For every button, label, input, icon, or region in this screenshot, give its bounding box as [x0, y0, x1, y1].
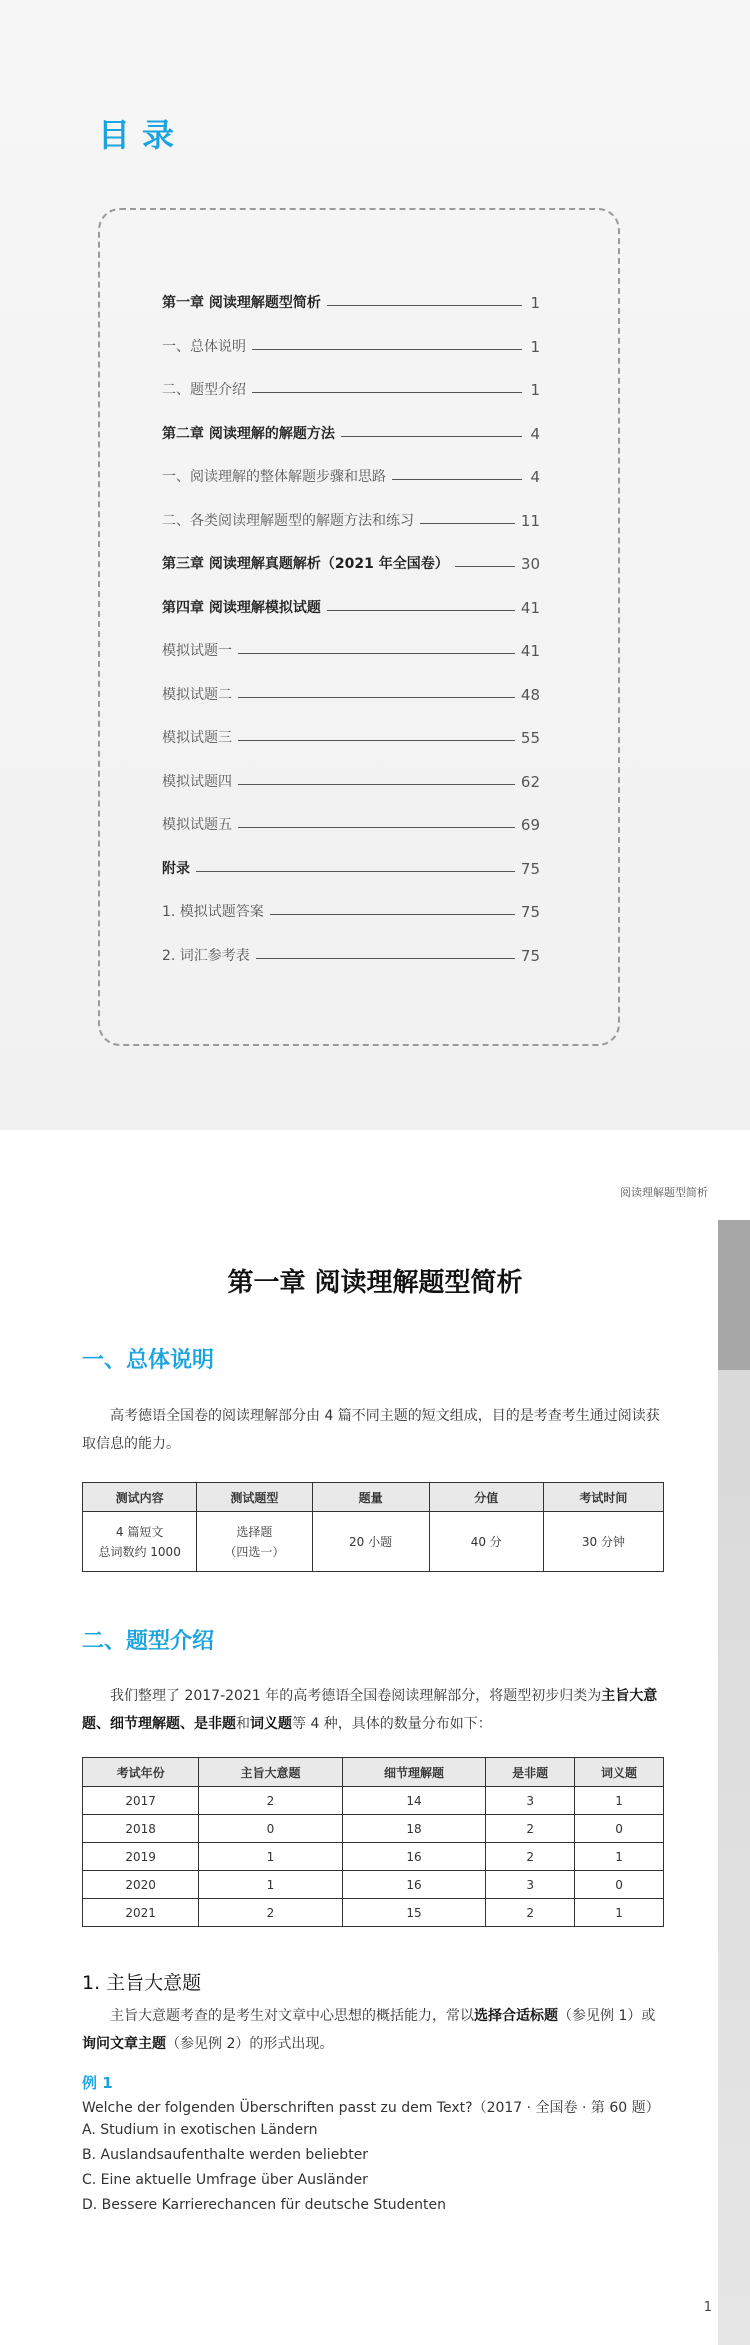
- table-cell: 1: [575, 1899, 664, 1927]
- toc-entry: [162, 636, 540, 660]
- toc-entry-label: 附录: [162, 860, 190, 877]
- main-idea-paragraph: 主旨大意题考查的是考生对文章中心思想的概括能力，常以选择合适标题（参见例 1）或询问文章主题（参见例 2）的形式出现。: [82, 2008, 656, 2052]
- toc-entry-page: 30: [520, 555, 540, 573]
- running-head: 阅读理解题型简析: [620, 1186, 708, 1199]
- table-cell: 3: [486, 1787, 575, 1815]
- toc-leader-line: [252, 349, 522, 350]
- toc-entry-page: 1: [530, 381, 540, 399]
- section-heading-types: 二、题型介绍: [82, 1629, 215, 1654]
- example-question: Welche der folgenden Überschriften passt zu dem Text?（2017 · 全国卷 · 第 60 题）: [82, 2100, 660, 2116]
- toc-entry-label: 二、题型介绍: [162, 382, 246, 398]
- example-option: B. Auslandsaufenthalte werden beliebter: [82, 2147, 369, 2163]
- table-cell: 1: [199, 1843, 343, 1871]
- toc-entry-label: 第二章 阅读理解的解题方法: [162, 425, 335, 442]
- toc-leader-line: [327, 305, 522, 306]
- table-cell: 16: [342, 1843, 486, 1871]
- table-row: [83, 1843, 664, 1871]
- toc-entry-page: 75: [520, 859, 540, 878]
- table-cell: 1: [199, 1871, 343, 1899]
- toc-entry: [162, 897, 540, 921]
- table-cell: 2017: [83, 1787, 199, 1815]
- table-cell: 2021: [83, 1899, 199, 1927]
- example-option: C. Eine aktuelle Umfrage über Ausländer: [82, 2172, 368, 2188]
- table-header: 是非题: [486, 1758, 575, 1787]
- table-cell: 4 篇短文 总词数约 1000: [83, 1512, 197, 1572]
- overview-table: [82, 1482, 664, 1572]
- toc-leader-line: [238, 827, 515, 828]
- toc-entry-page: 1: [530, 337, 540, 356]
- toc-leader-line: [341, 436, 522, 437]
- toc-leader-line: [252, 392, 522, 393]
- types-table: [82, 1757, 664, 1927]
- toc-leader-line: [455, 566, 515, 567]
- example-label: 例 1: [82, 2074, 113, 2092]
- table-cell: 2: [199, 1787, 343, 1815]
- table-header: 考试年份: [83, 1758, 199, 1787]
- toc-leader-line: [238, 784, 515, 785]
- table-row: [83, 1871, 664, 1899]
- table-cell: 选择题 （四选一）: [197, 1512, 312, 1572]
- table-header: 测试内容: [83, 1483, 197, 1512]
- table-header: 细节理解题: [342, 1758, 486, 1787]
- toc-entry-page: 48: [520, 685, 540, 704]
- toc-entry: [162, 810, 540, 834]
- table-cell: 3: [486, 1871, 575, 1899]
- table-cell: 2020: [83, 1871, 199, 1899]
- chapter-page: [0, 1130, 750, 2345]
- toc-entry: [162, 854, 540, 878]
- table-cell: 20 小题: [312, 1512, 429, 1572]
- subheading-main-idea: 1. 主旨大意题: [82, 1972, 202, 1994]
- toc-leader-line: [392, 479, 522, 480]
- table-header: 测试题型: [197, 1483, 312, 1512]
- table-row: [83, 1787, 664, 1815]
- toc-entry: [162, 593, 540, 617]
- toc-entry-page: 75: [520, 946, 540, 965]
- toc-entry-label: 一、总体说明: [162, 338, 246, 355]
- table-cell: 1: [575, 1787, 664, 1815]
- table-cell: 2: [486, 1843, 575, 1871]
- toc-entry: [162, 723, 540, 747]
- toc-entry-label: 模拟试题五: [162, 817, 232, 833]
- table-cell: 2: [199, 1899, 343, 1927]
- toc-leader-line: [256, 958, 515, 959]
- table-header: 主旨大意题: [199, 1758, 343, 1787]
- toc-entry-page: 41: [520, 642, 540, 660]
- example-option: A. Studium in exotischen Ländern: [82, 2122, 318, 2138]
- table-cell: 14: [342, 1787, 486, 1815]
- toc-entry-label: 模拟试题二: [162, 686, 232, 703]
- toc-entry-page: 11: [520, 511, 540, 530]
- table-cell: 16: [342, 1871, 486, 1899]
- toc-entry-page: 41: [520, 598, 540, 617]
- page-number: 1: [703, 2300, 712, 2315]
- table-cell: 1: [575, 1843, 664, 1871]
- toc-entry: [162, 288, 540, 312]
- table-cell: 0: [199, 1815, 343, 1843]
- table-header: 分值: [429, 1483, 543, 1512]
- toc-entry-page: 4: [530, 468, 540, 486]
- overview-paragraph: 高考德语全国卷的阅读理解部分由 4 篇不同主题的短文组成，目的是考查考生通过阅读获取信息的能力。: [82, 1408, 660, 1452]
- table-cell: 0: [575, 1871, 664, 1899]
- example-option: D. Bessere Karrierechancen für deutsche Studenten: [82, 2197, 447, 2213]
- table-header: 考试时间: [543, 1483, 663, 1512]
- toc-entry: [162, 462, 540, 486]
- section-heading-overview: 一、总体说明: [82, 1348, 215, 1373]
- toc-entry-label: 一、阅读理解的整体解题步骤和思路: [162, 469, 386, 485]
- types-paragraph: 我们整理了 2017-2021 年的高考德语全国卷阅读理解部分，将题型初步归类为主旨大意题、细节理解题、是非题和词义题等 4 种，具体的数量分布如下：: [82, 1688, 658, 1732]
- toc-leader-line: [196, 871, 515, 872]
- table-cell: 2019: [83, 1843, 199, 1871]
- toc-entry: [162, 332, 540, 356]
- toc-entry: [162, 767, 540, 791]
- edge-strip: [718, 1370, 750, 2345]
- table-cell: 2: [486, 1815, 575, 1843]
- table-cell: 2018: [83, 1815, 199, 1843]
- toc-leader-line: [238, 653, 515, 654]
- toc-entry: [162, 680, 540, 704]
- toc-entry-page: 69: [520, 816, 540, 834]
- toc-leader-line: [238, 697, 515, 698]
- toc-entry-label: 第四章 阅读理解模拟试题: [162, 599, 321, 616]
- toc-entry-page: 55: [520, 729, 540, 747]
- table-header: 题量: [312, 1483, 429, 1512]
- toc-entry-page: 4: [530, 424, 540, 443]
- toc-entry: [162, 375, 540, 399]
- table-cell: 30 分钟: [543, 1512, 663, 1572]
- toc-entry-page: 62: [520, 772, 540, 791]
- toc-entry-label: 第一章 阅读理解题型简析: [162, 295, 321, 311]
- toc-title: 目录: [98, 116, 187, 154]
- toc-entry-label: 模拟试题一: [162, 643, 232, 659]
- toc-leader-line: [420, 523, 515, 524]
- toc-entry: [162, 549, 540, 573]
- toc-entry-label: 模拟试题三: [162, 730, 232, 746]
- table-row: [83, 1899, 664, 1927]
- table-row: [83, 1512, 664, 1572]
- toc-entry-page: 75: [520, 903, 540, 921]
- toc-entry-label: 模拟试题四: [162, 773, 232, 790]
- toc-leader-line: [327, 610, 515, 611]
- toc-entry-label: 二、各类阅读理解题型的解题方法和练习: [162, 512, 414, 529]
- toc-entry: [162, 506, 540, 530]
- toc-entry: [162, 419, 540, 443]
- table-cell: 15: [342, 1899, 486, 1927]
- table-cell: 0: [575, 1815, 664, 1843]
- table-cell: 2: [486, 1899, 575, 1927]
- table-header: 词义题: [575, 1758, 664, 1787]
- table-cell: 18: [342, 1815, 486, 1843]
- toc-leader-line: [238, 740, 515, 741]
- toc-entry-label: 1. 模拟试题答案: [162, 904, 264, 920]
- toc-leader-line: [270, 914, 515, 915]
- toc-entry: [162, 941, 540, 965]
- toc-entry-label: 第三章 阅读理解真题解析（2021 年全国卷）: [162, 556, 449, 572]
- chapter-title: 第一章 阅读理解题型简析: [227, 1268, 523, 1298]
- toc-entry-label: 2. 词汇参考表: [162, 947, 250, 964]
- table-row: [83, 1815, 664, 1843]
- toc-entry-page: 1: [530, 294, 540, 312]
- toc-page: [0, 0, 750, 1130]
- table-cell: 40 分: [429, 1512, 543, 1572]
